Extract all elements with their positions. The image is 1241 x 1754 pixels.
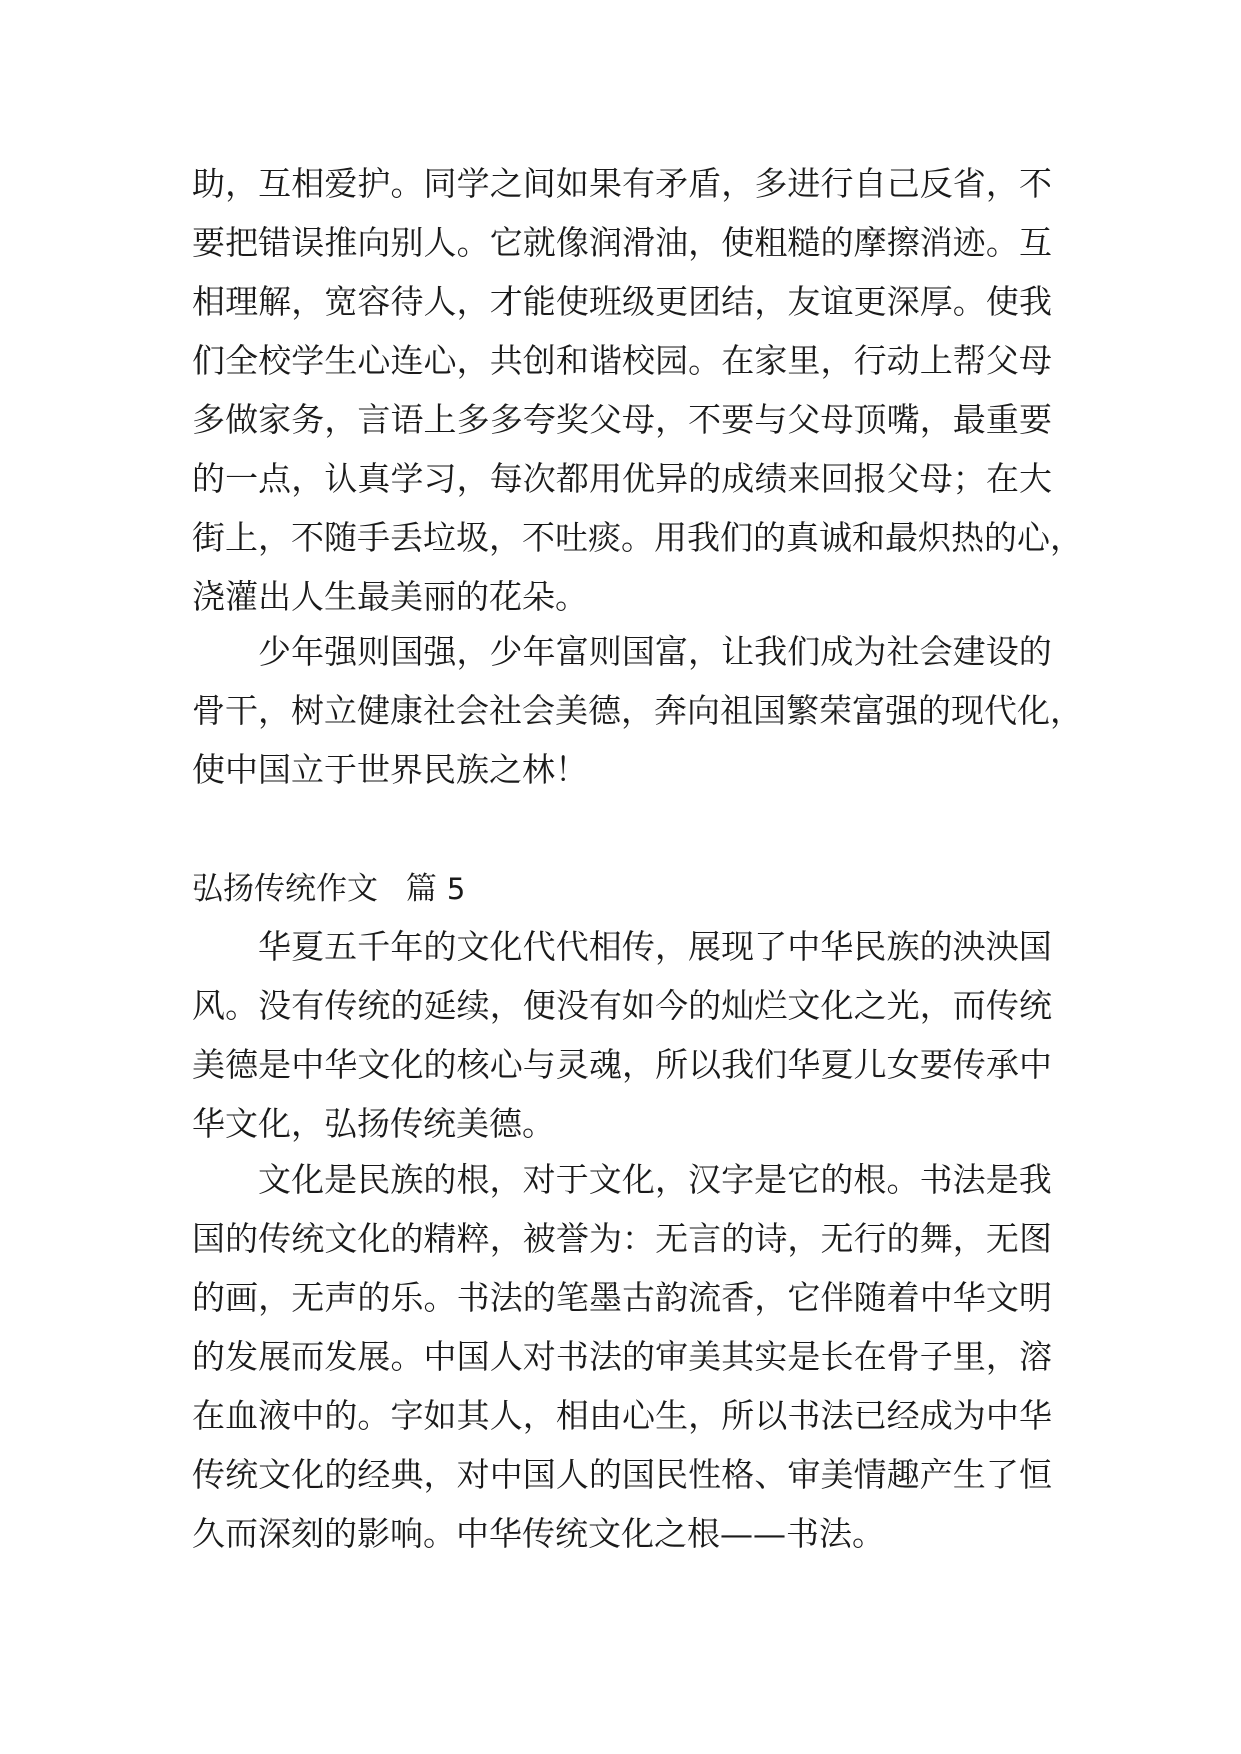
paragraph-line: 华文化，弘扬传统美德。 <box>192 1104 555 1143</box>
paragraph-line: 使中国立于世界民族之林！ <box>192 750 588 789</box>
paragraph-line: 传 统 文 化 的 经 典 ， 对 中 国 人 的 国 民 性 格 、 审 美 情 趣 产 生 了 恒 <box>192 1455 1052 1494</box>
paragraph-line: 骨 干 ， 树 立 健 康 社 会 社 会 美 德 ， 奔 向 祖 国 繁 荣 富 强 的 现 代 化 ， <box>192 691 1083 730</box>
closing-paragraph <box>192 622 1083 799</box>
paragraph-line: 多 做 家 务 ， 言 语 上 多 多 夸 奖 父 母 ， 不 要 与 父 母 顶 嘴 ， 最 重 要 <box>192 400 1052 439</box>
paragraph-line: 助 ， 互 相 爱 护 。 同 学 之 间 如 果 有 矛 盾 ， 多 进 行 自 己 反 省 ， 不 <box>192 164 1052 203</box>
section-title: 弘扬传统作文 <box>192 871 378 907</box>
paragraph-line: 们 全 校 学 生 心 连 心 ， 共 创 和 谐 校 园 。 在 家 里 ， 行 动 上 帮 父 母 <box>192 341 1052 380</box>
section-paragraph-1 <box>192 917 1052 1153</box>
paragraph-line: 要 把 错 误 推 向 别 人 。 它 就 像 润 滑 油 ， 使 粗 糙 的 摩 擦 消 迹 。 互 <box>192 223 1052 262</box>
paragraph-line: 在 血 液 中 的 。 字 如 其 人 ， 相 由 心 生 ， 所 以 书 法 已 经 成 为 中 华 <box>192 1396 1052 1435</box>
paragraph-line: 浇灌出人生最美丽的花朵。 <box>192 577 588 616</box>
section-number: 5 <box>446 872 466 906</box>
paragraph-line: 风 。 没 有 传 统 的 延 续 ， 便 没 有 如 今 的 灿 烂 文 化 之 光 ， 而 传 统 <box>192 986 1052 1025</box>
paragraph-line: 的 一 点 ， 认 真 学 习 ， 每 次 都 用 优 异 的 成 绩 来 回 报 父 母 ； 在 大 <box>192 459 1052 498</box>
continuation-paragraph <box>192 154 1083 626</box>
paragraph-line: 的 发 展 而 发 展 。 中 国 人 对 书 法 的 审 美 其 实 是 长 在 骨 子 里 ， 溶 <box>192 1337 1052 1376</box>
paragraph-line: 文 化 是 民 族 的 根 ， 对 于 文 化 ， 汉 字 是 它 的 根 。 书 法 是 我 <box>258 1160 1052 1199</box>
paragraph-line: 少 年 强 则 国 强 ， 少 年 富 则 国 富 ， 让 我 们 成 为 社 会 建 设 的 <box>258 632 1052 671</box>
paragraph-line: 相 理 解 ， 宽 容 待 人 ， 才 能 使 班 级 更 团 结 ， 友 谊 更 深 厚 。 使 我 <box>192 282 1052 321</box>
paragraph-line: 的 画 ， 无 声 的 乐 。 书 法 的 笔 墨 古 韵 流 香 ， 它 伴 随 着 中 华 文 明 <box>192 1278 1052 1317</box>
paragraph-line: 街 上 ， 不 随 手 丢 垃 圾 ， 不 吐 痰 。 用 我 们 的 真 诚 和 最 炽 热 的 心 ， <box>192 518 1083 557</box>
paragraph-line: 国 的 传 统 文 化 的 精 粹 ， 被 誉 为 ： 无 言 的 诗 ， 无 行 的 舞 ， 无 图 <box>192 1219 1052 1258</box>
section-paragraph-2 <box>192 1150 1052 1563</box>
paragraph-line: 久而深刻的影响。中华传统文化之根——书法。 <box>192 1514 885 1553</box>
paragraph-line: 美 德 是 中 华 文 化 的 核 心 与 灵 魂 ， 所 以 我 们 华 夏 儿 女 要 传 承 中 <box>192 1045 1052 1084</box>
section-heading <box>192 860 465 919</box>
paragraph-line: 华 夏 五 千 年 的 文 化 代 代 相 传 ， 展 现 了 中 华 民 族 的 泱 泱 国 <box>258 927 1052 966</box>
section-label: 篇 <box>405 871 437 907</box>
